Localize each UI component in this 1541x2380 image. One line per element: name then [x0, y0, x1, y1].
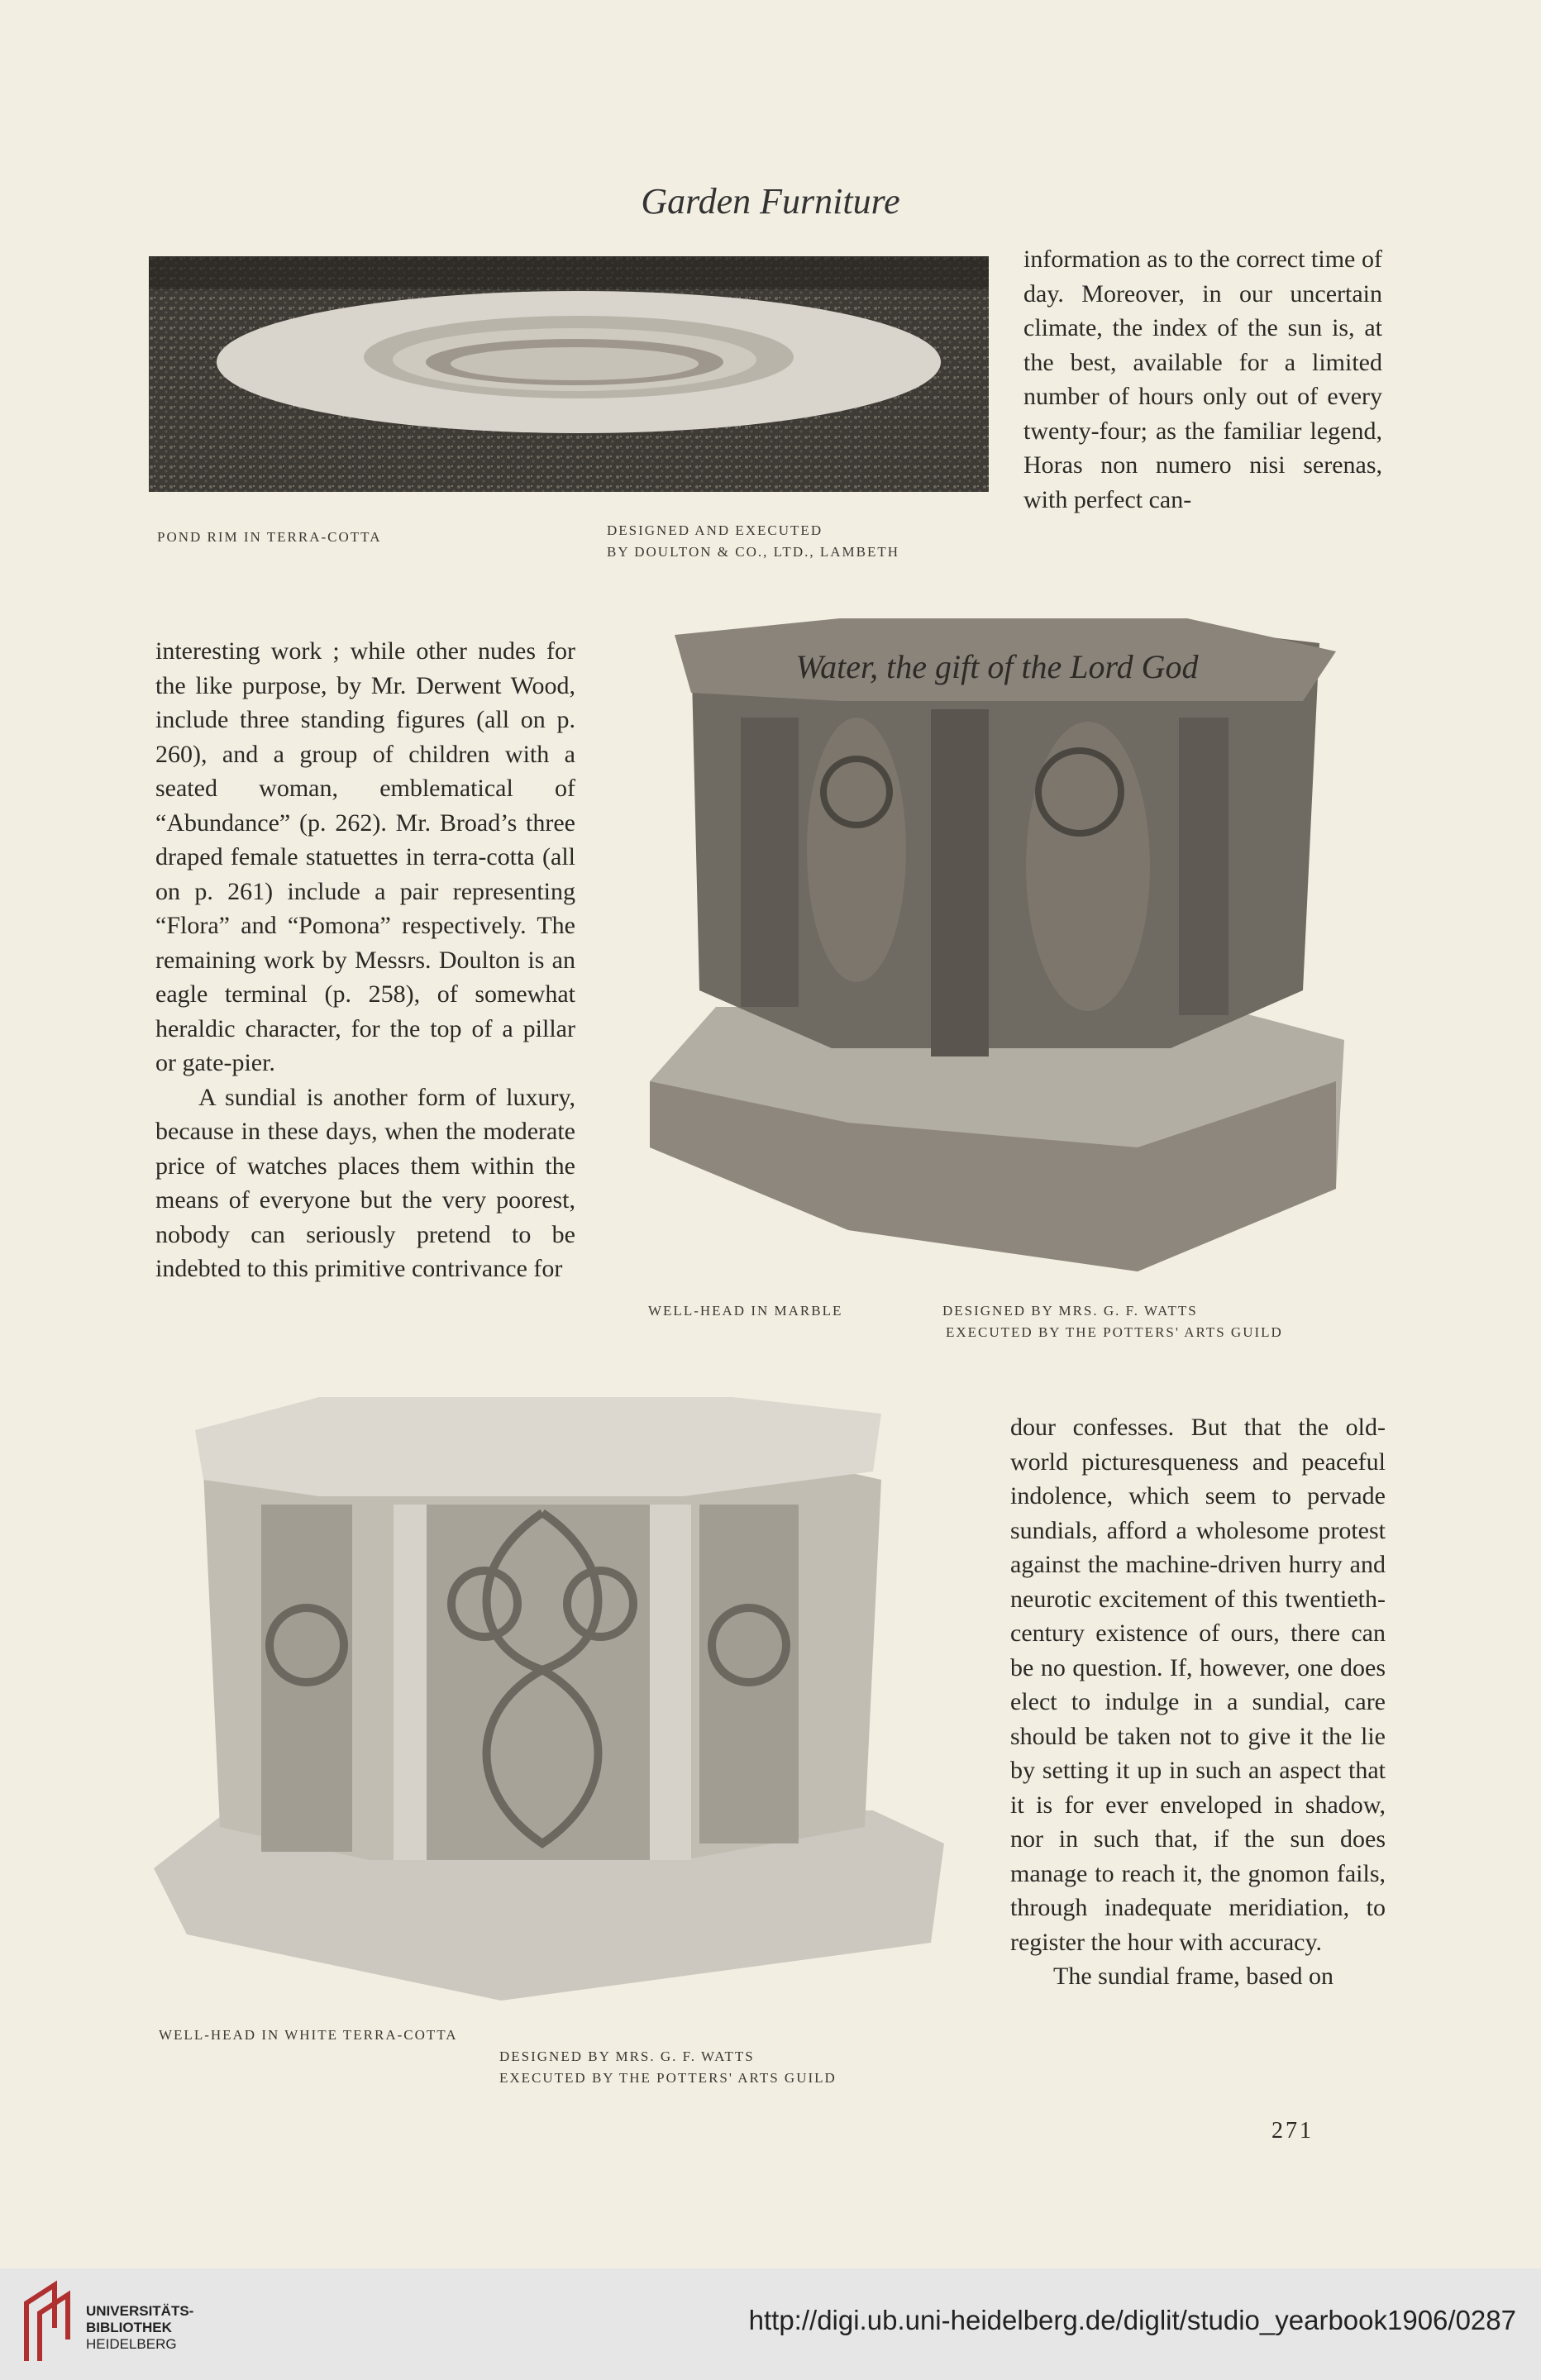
marble-inscription: Water, the gift of the Lord God: [795, 648, 1199, 685]
library-name-line: UNIVERSITÄTS-: [86, 2303, 194, 2319]
marble-well-head-photo: [642, 618, 1353, 1280]
library-name-line: BIBLIOTHEK: [86, 2320, 172, 2335]
terracotta-caption-right-1: DESIGNED BY MRS. G. F. WATTS: [499, 2049, 755, 2064]
terracotta-caption-right-2: EXECUTED BY THE POTTERS' ARTS GUILD: [499, 2070, 837, 2086]
text-column-bottom-right: [1010, 1410, 1386, 1994]
page-number: 271: [1271, 2118, 1314, 2144]
library-logo-icon: [21, 2278, 79, 2369]
paragraph: dour confesses. But that the old-world picturesqueness and peaceful indolence, which seem to pervade sundials, afford a wholesome protest against the machine-driven hurry and neurotic excitement of this twentieth-century existence of ours, there can be no question. If, however, one does elect to indulge in a sundial, care should be taken not to give it the lie by setting it up in such an aspect that it is for ever enveloped in shadow, nor in such that, if the sun does manage to reach it, the gnomon fails, through inadequate meridiation, to register the hour with accuracy.: [1010, 1414, 1386, 1956]
pond-caption-left: POND RIM IN TERRA-COTTA: [157, 529, 382, 545]
marble-caption-left: WELL-HEAD IN MARBLE: [648, 1303, 843, 1319]
marble-caption-right-1: DESIGNED BY MRS. G. F. WATTS: [942, 1303, 1198, 1319]
paragraph: A sundial is another form of luxury, because in these days, when the moderate price of watches places them within the means of everyone but the very poorest, nobody can seriously pretend to be indebted to this primitive contrivance for: [155, 1083, 575, 1282]
marble-caption-right-2: EXECUTED BY THE POTTERS' ARTS GUILD: [946, 1324, 1283, 1340]
running-header: Garden Furniture: [641, 181, 900, 222]
terracotta-caption-left: WELL-HEAD IN WHITE TERRA-COTTA: [159, 2027, 458, 2043]
pond-caption-right-2: BY DOULTON & CO., LTD., LAMBETH: [607, 544, 900, 560]
text-column-middle-left: [155, 634, 575, 1286]
permalink-url[interactable]: http://digi.ub.uni-heidelberg.de/diglit/studio_yearbook1906/0287: [748, 2305, 1516, 2335]
library-name-line: HEIDELBERG: [86, 2336, 177, 2352]
digitization-footer: [0, 2268, 1541, 2380]
pond-rim-photo: [149, 256, 989, 492]
paragraph: interesting work ; while other nudes for the like purpose, by Mr. Derwent Wood, include three standing figures (all on p. 260), and a group of children with a seated woman, emblematical of “Abundance” (p. 262). Mr. Broad’s three draped female statuettes in terra-cotta (all on p. 261) include a pair representing “Flora” and “Pomona” respectively. The remaining work by Messrs. Doulton is an eagle terminal (p. 258), of somewhat heraldic character, for the top of a pillar or gate-pier.: [155, 637, 575, 1076]
text-column-top-right: information as to the correct time of day. Moreover, in our uncertain climate, the index of the sun is, at the best, available for a limited number of hours only out of every twenty-four; as the familiar legend, Horas non numero nisi serenas, with perfect can-: [1023, 246, 1382, 513]
terracotta-well-head-photo: [154, 1397, 944, 2001]
pond-caption-right-1: DESIGNED AND EXECUTED: [607, 522, 823, 538]
paragraph: The sundial frame, based on: [1053, 1963, 1334, 1990]
library-name: [86, 2303, 193, 2353]
